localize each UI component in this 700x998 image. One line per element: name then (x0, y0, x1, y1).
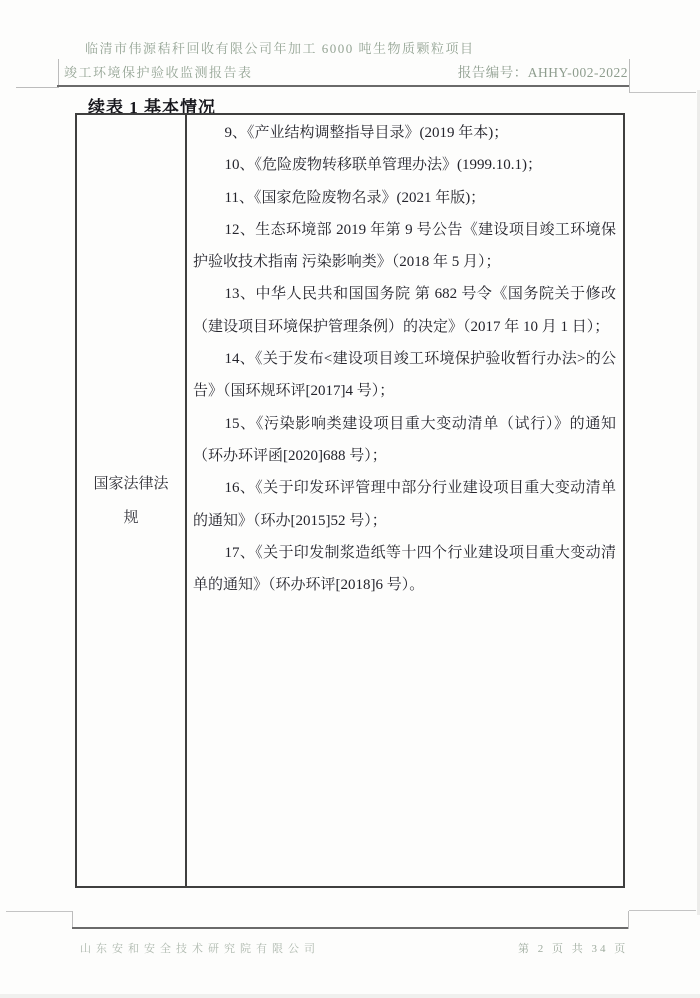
footer-dash-right (629, 910, 696, 911)
header-rule (57, 85, 629, 87)
header-second-line (64, 61, 628, 81)
header-report-number: 报告编号：AHHY-002-2022 (457, 65, 628, 80)
law-item: 9、《产业结构调整指导目录》(2019 年本)； (224, 125, 509, 141)
header-project-title: 临清市伟源秸秆回收有限公司年加工 6000 吨生物质颗粒项目 (85, 41, 475, 56)
section-title: 续表 1 基本情况 (88, 98, 216, 117)
basic-info-table (75, 113, 625, 888)
header-report-type: 竣工环境保护验收监测报告表 (64, 65, 253, 80)
scan-edge-bottom (0, 994, 700, 998)
header-dash-left (16, 87, 58, 88)
footer-page-number: 第 2 页 共 34 页 (518, 943, 629, 955)
law-item: 17、《关于印发制浆造纸等十四个行业建设项目重大变动清单的通知》（环办环评[2018]6 号）。 (193, 544, 616, 594)
law-item: 14、《关于发布<建设项目竣工环境保护验收暂行办法>的公告》（国环规环评[2017]4 号）； (193, 351, 616, 400)
law-item: 10、《危险废物转移联单管理办法》(1999.10.1)； (224, 157, 542, 174)
header-tick-right (629, 59, 630, 93)
table-row-label: 国家法律法规 (77, 115, 187, 886)
header-dash-right (630, 92, 696, 93)
law-item: 13、中华人民共和国国务院 第 682 号令《国务院关于修改（建设项目环境保护管理条例）的决定》（2017 年 10 月 1 日）； (193, 286, 616, 335)
footer-company-name: 山东安和安全技术研究院有限公司 (80, 943, 320, 955)
header-tick-left (58, 59, 59, 88)
law-item: 11、《国家危险废物名录》(2021 年版)； (224, 189, 486, 206)
footer-dash-left (6, 911, 72, 912)
footer-rule (72, 927, 629, 929)
law-item: 15、《污染影响类建设项目重大变动清单（试行）》的通知（环办环评函[2020]688 号）； (193, 415, 616, 464)
law-item: 12、生态环境部 2019 年第 9 号公告《建设项目竣工环境保护验收技术指南 污染影响类》（2018 年 5 月）； (193, 221, 616, 271)
footer-tick-right (628, 911, 629, 929)
law-item: 16、《关于印发环评管理中部分行业建设项目重大变动清单的通知》（环办[2015]52 号）； (193, 480, 616, 529)
table-row-content (187, 115, 623, 886)
